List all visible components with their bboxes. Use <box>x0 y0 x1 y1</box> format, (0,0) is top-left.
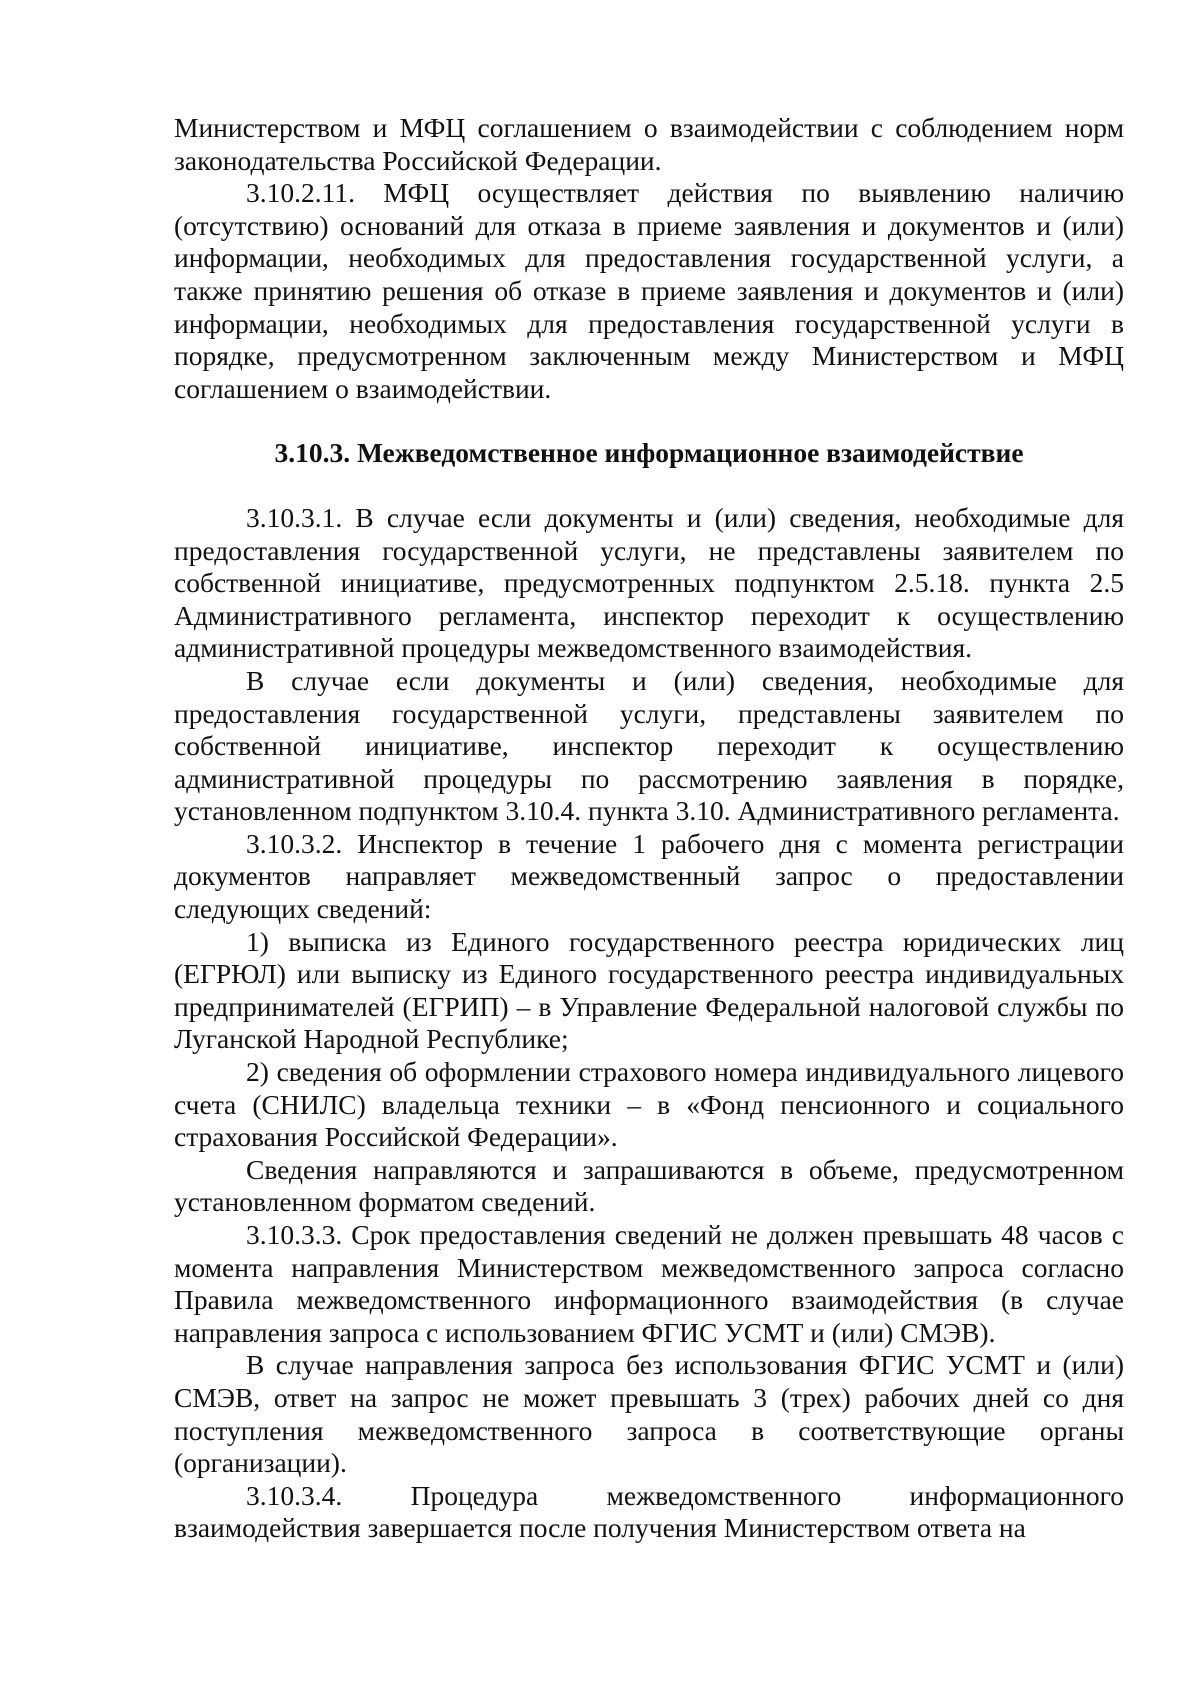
list-item-2: 2) сведения об оформлении страхового номера индивидуального лицевого счета (СНИЛС) владельца техники – в «Фонд пенсионного и социального страхования Российской Федерации». <box>174 1056 1124 1153</box>
paragraph-own-initiative: В случае если документы и (или) сведения, необходимые для предоставления государственной услуги, представлены заявителем по собственной инициативе, инспектор переходит к осуществлению административной процедуры по рассмотрению заявления в порядке, установленном подпунктом 3.10.4. пункта 3.10. Административного регламента. <box>174 664 1124 827</box>
document-page <box>174 112 1124 1545</box>
paragraph-3-10-3-4: 3.10.3.4. Процедура межведомственного информационного взаимодействия завершается после получения Министерством ответа на <box>174 1479 1124 1544</box>
paragraph-without-smev: В случае направления запроса без использования ФГИС УСМТ и (или) СМЭВ, ответ на запрос не может превышать 3 (трех) рабочих дней со дня поступления межведомственного запроса в соответствующие органы (организации). <box>174 1349 1124 1479</box>
list-item-1: 1) выписка из Единого государственного реестра юридических лиц (ЕГРЮЛ) или выписку из Единого государственного реестра индивидуальных предпринимателей (ЕГРИП) – в Управление Федеральной налоговой службы по Луганской Народной Республике; <box>174 925 1124 1055</box>
paragraph-continuation: Министерством и МФЦ соглашением о взаимодействии с соблюдением норм законодательства Российской Федерации. <box>174 112 1124 176</box>
paragraph-3-10-3-3: 3.10.3.3. Срок предоставления сведений не должен превышать 48 часов с момента направления Министерством межведомственного запроса согласно Правила межведомственного информационного взаимодействия (в случае направления запроса с использованием ФГИС УСМТ и (или) СМЭВ). <box>174 1219 1124 1348</box>
paragraph-3-10-2-11: 3.10.2.11. МФЦ осуществляет действия по выявлению наличию (отсутствию) оснований для отказа в приеме заявления и документов и (или) информации, необходимых для предоставления государственной услуги, а также принятию решения об отказе в приеме заявления и документов и (или) информации, необходимых для предоставления государственной услуги в порядке, предусмотренном заключенным между Министерством и МФЦ соглашением о взаимодействии. <box>174 177 1124 404</box>
paragraph-format: Сведения направляются и запрашиваются в объеме, предусмотренном установленном форматом сведений. <box>174 1153 1124 1218</box>
section-heading: 3.10.3. Межведомственное информационное взаимодействие <box>274 437 1024 469</box>
paragraph-3-10-3-2: 3.10.3.2. Инспектор в течение 1 рабочего дня с момента регистрации документов направляет межведомственный запрос о предоставлении следующих сведений: <box>174 827 1124 925</box>
paragraph-3-10-3-1: 3.10.3.1. В случае если документы и (или) сведения, необходимые для предоставления государственной услуги, не представлены заявителем по собственной инициативе, предусмотренных подпунктом 2.5.18. пункта 2.5 Административного регламента, инспектор переходит к осуществлению административной процедуры межведомственного взаимодействия. <box>174 501 1124 664</box>
